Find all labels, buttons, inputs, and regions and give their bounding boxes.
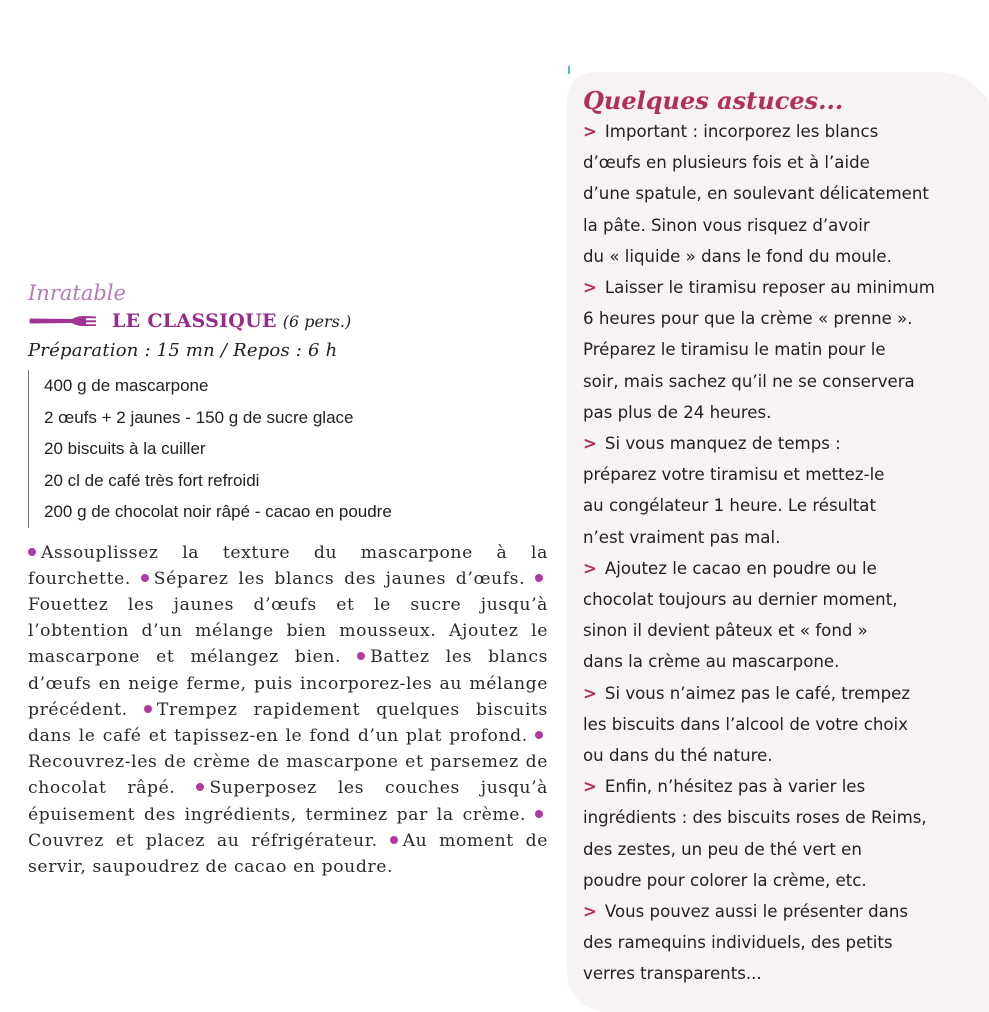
bullet-dot-icon (535, 810, 543, 818)
ingredients-list (28, 370, 558, 528)
method-step: Trempez rapidement quelques biscuits dans le café et tapissez-en le fond d’un plat profond. (28, 699, 548, 746)
chevron-right-icon: > (583, 777, 597, 797)
tip-line (583, 428, 983, 459)
bullet-dot-icon (390, 836, 398, 844)
ingredient-item: 400 g de mascarpone (44, 376, 209, 395)
tip-text: 6 heures pour que la crème « prenne ». (583, 309, 913, 329)
recipe-section (28, 280, 558, 880)
method-text (28, 540, 548, 881)
chevron-right-icon: > (583, 278, 597, 298)
tip-line (583, 147, 983, 178)
tip-line (583, 896, 983, 927)
tip-line (583, 740, 983, 771)
tip-item (583, 428, 983, 553)
tip-line (583, 490, 983, 521)
tip-line (583, 927, 983, 958)
tip-line (583, 334, 983, 365)
tip-text: Important : incorporez les blancs (604, 122, 879, 141)
tip-line (583, 116, 983, 147)
method-step: Superposez les couches jusqu’à épuisement des ingrédients, terminez par la crème. (28, 778, 548, 825)
chevron-right-icon: > (583, 558, 597, 578)
recipe-timing: Préparation : 15 mn / Repos : 6 h (28, 340, 338, 361)
tip-item (583, 553, 983, 678)
tip-text: Vous pouvez aussi le présenter dans (604, 902, 908, 922)
method-step: Recouvrez-les de crème de mascarpone et parsemez de chocolat râpé. (28, 752, 548, 799)
ingredient-item: 20 biscuits à la cuiller (44, 439, 206, 458)
tips-title: Quelques astuces... (583, 86, 844, 115)
tips-section (583, 86, 983, 990)
tip-line (583, 178, 983, 209)
tip-line (583, 553, 983, 584)
chevron-right-icon: > (583, 122, 597, 141)
tip-line (583, 802, 983, 833)
bullet-dot-icon (196, 783, 204, 791)
tip-line (583, 522, 983, 553)
tip-text: Laisser le tiramisu reposer au minimum (604, 278, 935, 298)
tip-text: des zestes, un peu de thé vert en (583, 839, 862, 859)
tip-line (583, 709, 983, 740)
recipe-title-row (28, 308, 558, 334)
bullet-dot-icon (28, 548, 36, 556)
tip-line (583, 366, 983, 397)
tip-line (583, 834, 983, 865)
tip-line (583, 210, 983, 241)
tip-text: Si vous n’aimez pas le café, trempez (604, 683, 911, 703)
ingredient-item: 2 œufs + 2 jaunes - 150 g de sucre glace (44, 407, 354, 427)
tip-line (583, 646, 983, 677)
tip-text: soir, mais sachez qu’il ne se conservera (583, 371, 915, 391)
method-step: Battez les blancs d’œufs en neige ferme, puis incorporez-les au mélange précédent. (28, 647, 548, 720)
tip-item (583, 896, 983, 990)
method-step: Couvrez et placez au réfrigérateur. (28, 830, 378, 851)
tip-text: la pâte. Sinon vous risquez d’avoir (583, 215, 870, 235)
tip-text: sinon il devient pâteux et « fond » (583, 621, 868, 641)
recipe-servings: (6 pers.) (282, 311, 352, 331)
tips-list (583, 116, 983, 990)
tip-line (583, 241, 983, 272)
recipe-title: LE CLASSIQUE (112, 310, 277, 332)
tip-text: des ramequins individuels, des petits (583, 933, 893, 953)
tip-text: Ajoutez le cacao en poudre ou le (604, 558, 877, 578)
method-step: Au moment de servir, saupoudrez de cacao en poudre. (28, 830, 548, 877)
method-step: Fouettez les jaunes d’œufs et le sucre jusqu’à l’obtention d’un mélange bien mousseux. Ajoutez le mascarpone et mélangez bien. (28, 594, 548, 668)
tip-text: poudre pour colorer la crème, etc. (583, 870, 867, 890)
tip-text: chocolat toujours au dernier moment, (583, 590, 898, 610)
tip-item (583, 678, 983, 772)
tip-text: les biscuits dans l’alcool de votre choix (583, 714, 908, 734)
tip-text: Si vous manquez de temps : (604, 434, 841, 454)
tip-text: n’est vraiment pas mal. (583, 527, 781, 547)
tip-text: Préparez le tiramisu le matin pour le (583, 340, 886, 360)
tip-text: dans la crème au mascarpone. (583, 652, 840, 672)
tip-text: préparez votre tiramisu et mettez-le (583, 465, 885, 485)
tip-line (583, 459, 983, 490)
tip-text: Enfin, n’hésitez pas à varier les (604, 777, 866, 797)
bullet-dot-icon (357, 652, 365, 660)
tip-line (583, 958, 983, 989)
tip-line (583, 303, 983, 334)
method-step: Séparez les blancs des jaunes d’œufs. (153, 568, 526, 589)
ingredient-item: 20 cl de café très fort refroidi (44, 470, 260, 490)
method-step: Assouplissez la texture du mascarpone à la fourchette. (28, 542, 548, 589)
recipe-kicker: Inratable (28, 281, 126, 305)
ingredient-item: 200 g de chocolat noir râpé - cacao en poudre (44, 502, 392, 521)
tip-text: pas plus de 24 heures. (583, 402, 772, 422)
tip-text: du « liquide » dans le fond du moule. (583, 246, 892, 266)
tip-line (583, 397, 983, 428)
bullet-dot-icon (141, 574, 149, 582)
tip-line (583, 678, 983, 709)
tip-line (583, 771, 983, 802)
tip-text: d’œufs en plusieurs fois et à l’aide (583, 153, 870, 173)
tip-item (583, 771, 983, 896)
tip-line (583, 584, 983, 615)
tip-text: ingrédients : des biscuits roses de Reims, (583, 808, 927, 828)
tip-text: d’une spatule, en soulevant délicatement (583, 184, 929, 204)
tip-text: verres transparents... (583, 964, 762, 984)
tip-text: au congélateur 1 heure. Le résultat (583, 496, 876, 516)
tip-item (583, 116, 983, 272)
tip-line (583, 272, 983, 303)
bullet-dot-icon (535, 574, 543, 582)
tip-line (583, 615, 983, 646)
tip-line (583, 865, 983, 896)
bullet-dot-icon (535, 731, 543, 739)
chevron-right-icon: > (583, 434, 597, 454)
bullet-dot-icon (144, 705, 152, 713)
chevron-right-icon: > (583, 683, 597, 703)
tip-text: ou dans du thé nature. (583, 746, 773, 766)
fork-icon (28, 314, 98, 328)
tip-item (583, 272, 983, 428)
chevron-right-icon: > (583, 902, 597, 922)
crop-mark (568, 66, 570, 74)
